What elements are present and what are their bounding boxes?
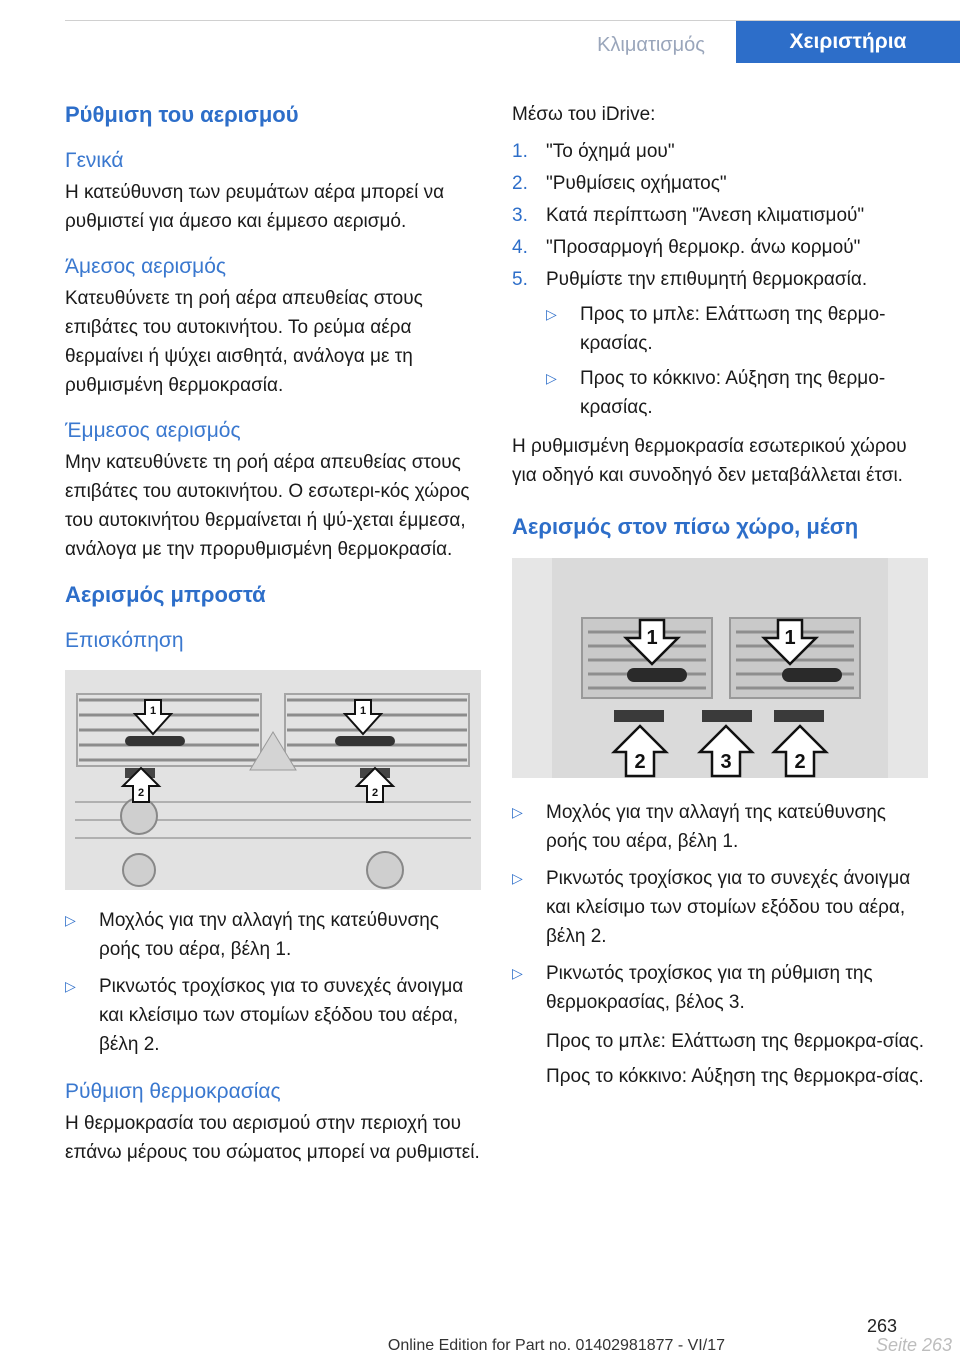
- figure-label-2b: 2: [794, 751, 806, 773]
- list-item: 1. "Το όχημά μου": [512, 141, 675, 162]
- triangle-bullet-icon: ▷: [546, 306, 557, 322]
- figure-label-2b: 2: [371, 787, 379, 799]
- triangle-bullet-icon: ▷: [512, 870, 523, 886]
- bullet3-continuation-red: Προς το κόκκινο: Αύξηση της θερμοκρα‐σίας.: [546, 1066, 924, 1087]
- list-item: ▷ Ρικνωτός τροχίσκος για το συνεχές άνοιγμα και κλείσιμο των στομίων εξόδου του αέρα, βέλη 2.: [65, 972, 481, 1059]
- watermark: Seite 263: [875, 1335, 952, 1355]
- temperature-substeps: [546, 300, 928, 422]
- list-item: 3. Κατά περίπτωση "Άνεση κλιματισμού": [512, 205, 865, 226]
- figure-label-2a: 2: [137, 787, 145, 799]
- triangle-bullet-icon: ▷: [65, 912, 76, 928]
- front-vents-figure: [65, 670, 481, 890]
- heading-temperature: Ρύθμιση θερμοκρασίας: [65, 1080, 281, 1103]
- heading-direct: Άμεσος αερισμός: [65, 255, 227, 278]
- front-controls-list: [65, 906, 481, 1059]
- triangle-bullet-icon: ▷: [546, 370, 557, 386]
- list-item: 2. "Ρυθμίσεις οχήματος": [512, 173, 727, 194]
- note-paragraph: Η ρυθμισμένη θερμοκρασία εσωτερικού χώρου για οδηγό και συνοδηγό δεν μεταβάλλεται έτσι.: [512, 436, 907, 486]
- front-vents-illustration: [65, 670, 481, 890]
- paragraph-indirect: Μην κατευθύνετε τη ροή αέρα απευθείας στους επιβάτες του αυτοκινήτου. Ο εσωτερι‐κός χώρος του αυτοκινήτου θερμαίνεται ή ψύ‐χεται έμμεσα, ανάλογα με την προρυθμισμένη θερμοκρασία.: [65, 452, 470, 560]
- left-column: [65, 100, 481, 1183]
- idrive-intro: Μέσω του iDrive:: [512, 104, 656, 125]
- header-section-tab: Κλιματισμός: [597, 34, 705, 56]
- figure-label-1b: 1: [784, 627, 796, 649]
- list-item: ▷ Μοχλός για την αλλαγή της κατεύθυνσης ροής του αέρα, βέλη 1.: [65, 906, 481, 964]
- idrive-steps: [512, 137, 928, 294]
- triangle-bullet-icon: ▷: [512, 804, 523, 820]
- figure-label-3: 3: [720, 751, 732, 773]
- paragraph-temperature: Η θερμοκρασία του αερισμού στην περιοχή του επάνω μέρους του σώματος μπορεί να ρυθμιστεί.: [65, 1113, 480, 1163]
- figure-label-2a: 2: [634, 751, 646, 773]
- paragraph-general: Η κατεύθυνση των ρευμάτων αέρα μπορεί να ρυθμιστεί για άμεσο και έμμεσο αερισμό.: [65, 182, 445, 232]
- rear-vents-illustration: [512, 558, 928, 778]
- triangle-bullet-icon: ▷: [512, 965, 523, 981]
- figure-label-1a: 1: [149, 705, 157, 717]
- list-item: ▷ Ρικνωτός τροχίσκος για το συνεχές άνοιγμα και κλείσιμο των στομίων εξόδου του αέρα, βέλη 2.: [512, 864, 928, 951]
- list-item: ▷ Μοχλός για την αλλαγή της κατεύθυνσης ροής του αέρα, βέλη 1.: [512, 798, 928, 856]
- page-header: [65, 20, 960, 63]
- list-item: ▷ Προς το κόκκινο: Αύξηση της θερμο‐κρασίας.: [546, 364, 928, 422]
- page-number: 263: [866, 1316, 897, 1336]
- bullet3-continuation-blue: Προς το μπλε: Ελάττωση της θερμοκρα‐σίας.: [546, 1031, 925, 1052]
- heading-overview: Επισκόπηση: [65, 629, 184, 652]
- header-chapter-tab: Χειριστήρια: [736, 21, 960, 63]
- paragraph-direct: Κατευθύνετε τη ροή αέρα απευθείας στους επιβάτες του αυτοκινήτου. Το ρεύμα αέρα θερμαίνει ή ψύχει αισθητά, ανάλογα με τη ρυθμισμένη θερμοκρασία.: [65, 288, 423, 396]
- list-item: 5. Ρυθμίστε την επιθυμητή θερμοκρασία.: [512, 269, 868, 290]
- list-item: 4. "Προσαρμογή θερμοκρ. άνω κορμού": [512, 237, 861, 258]
- edition-footer: Online Edition for Part no. 01402981877 - VI/17: [387, 1337, 725, 1354]
- section-title-ventilation: Ρύθμιση του αερισμού: [65, 102, 299, 127]
- heading-indirect: Έμμεσος αερισμός: [65, 419, 241, 442]
- triangle-bullet-icon: ▷: [65, 978, 76, 994]
- right-column: [512, 100, 928, 1097]
- heading-rear-ventilation: Αερισμός στον πίσω χώρο, μέση: [512, 514, 859, 539]
- figure-label-1a: 1: [646, 627, 658, 649]
- rear-controls-list: [512, 798, 928, 1017]
- list-item: ▷ Ρικνωτός τροχίσκος για τη ρύθμιση της θερμοκρασίας, βέλος 3.: [512, 959, 928, 1017]
- heading-front-ventilation: Αερισμός μπροστά: [65, 582, 266, 607]
- rear-vents-figure: [512, 558, 928, 778]
- heading-general: Γενικά: [65, 149, 124, 172]
- figure-label-1b: 1: [359, 705, 367, 717]
- list-item: ▷ Προς το μπλε: Ελάττωση της θερμο‐κρασίας.: [546, 300, 928, 358]
